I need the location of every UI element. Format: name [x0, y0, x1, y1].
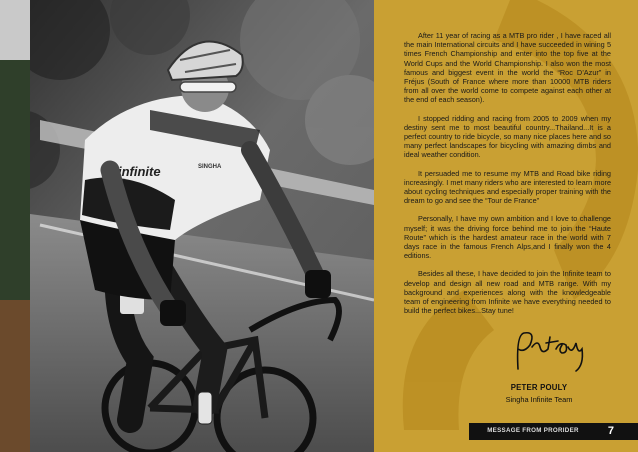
signatory-name: PETER POULY: [510, 383, 568, 392]
signatory-team: Singha Infinite Team: [505, 395, 573, 404]
jersey-sponsor-text: SINGHA: [198, 164, 222, 170]
section-label: MESSAGE FROM PRORIDER: [487, 427, 579, 434]
body-paragraph-4: Personally, I have my own ambition and I love to challenge myself; it was the driving force behind me to join the “Haute Route” which is the hardest amateur race in the world with 7 days race in the famous French Alps,and I finally won the 4 editions.: [404, 214, 611, 261]
page-number: 7: [607, 425, 614, 437]
body-paragraph-2: I stopped ridding and racing from 2005 to 2009 when my destiny sent me to most beautiful country...Thailand...It is a perfect country to ride bicycle, so many nice places here and so many perfect landscapes for bicycling with amazing dimbs and ideal weather condition.: [404, 113, 611, 160]
footer-bar: [469, 423, 638, 440]
body-paragraph-1: After 11 year of racing as a MTB pro rider , I have raced all the main International circuits and I have succeeded in wining 5 times French Championship and enter into the top five at the World Cups and the World Championship. I also won the most famous and biggest event in the world the “Roc D’Azur” in Fréjus (South of France where more than 10000 MTB riders from all over the world come to compete against each other at the end of each season).: [404, 31, 611, 105]
message-body: [404, 31, 611, 324]
body-paragraph-3: It persuaded me to resume my MTB and Road bike riding increasingly. I met many riders who are interested to learn more about cycling techniques and especially proper training with the dream to go and see the “Tour de France”: [404, 168, 611, 206]
jersey-brand-text: infinite: [118, 164, 161, 179]
message-panel: [374, 0, 638, 452]
handwritten-signature: [510, 325, 590, 375]
body-paragraph-5: Besides all these, I have decided to join the Infinite team to develop and design all new road and MTB range. With my background and experiences along with the knowledgeable team of engineering from Infinite we have everything needed to build the perfect bikes...Stay tune!: [404, 269, 611, 316]
